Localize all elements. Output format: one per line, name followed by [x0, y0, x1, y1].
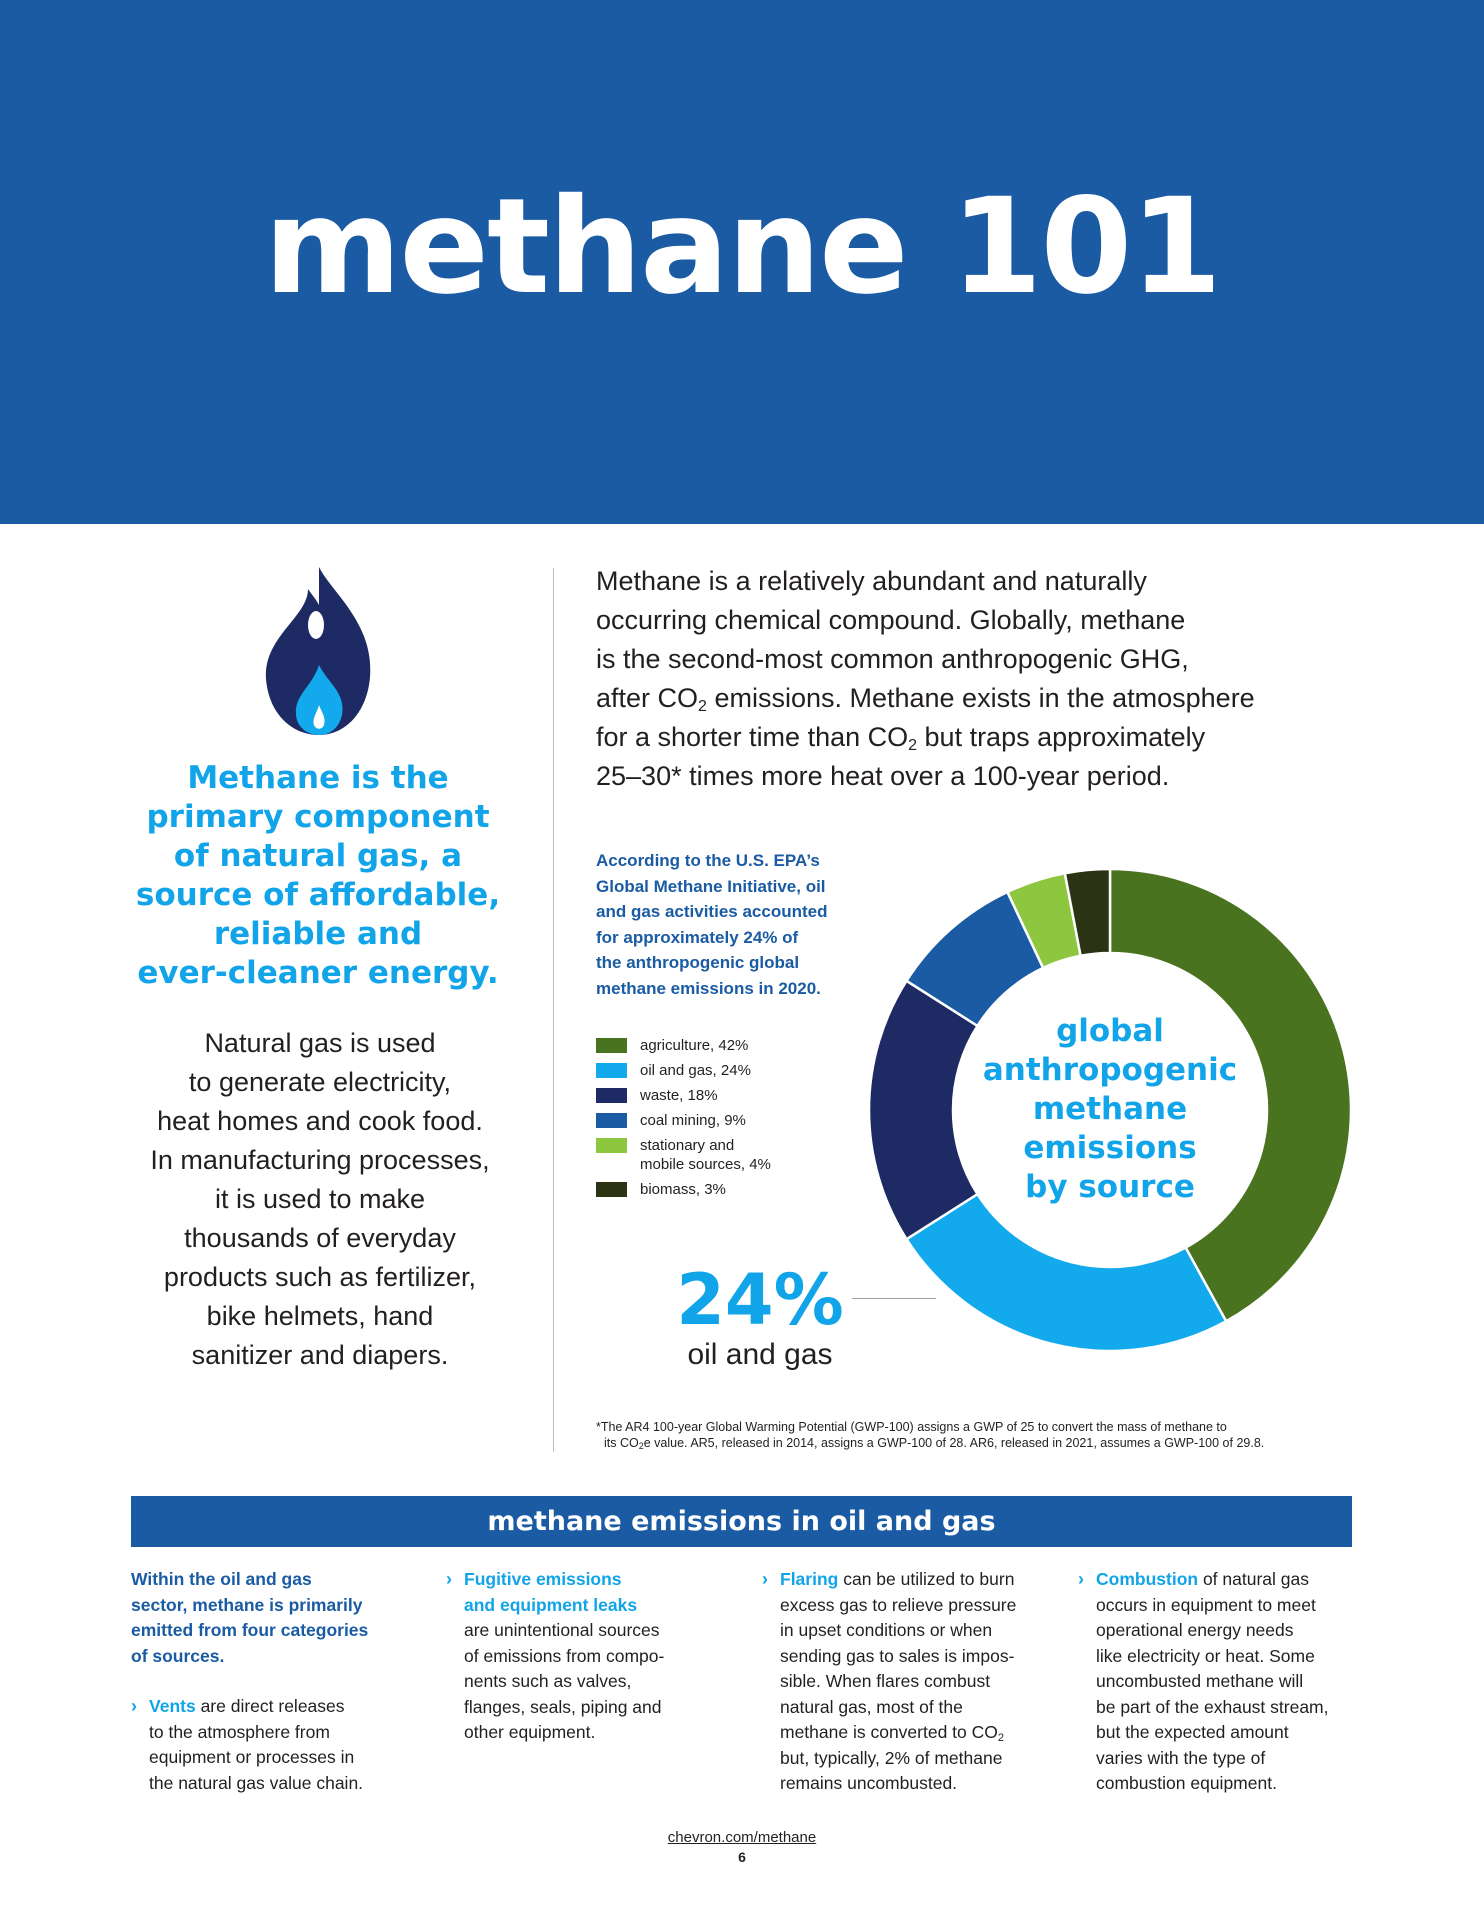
source-term: Fugitive emissions: [464, 1569, 622, 1589]
epa-line: the anthropogenic global: [596, 953, 800, 972]
column-line: flanges, seals, piping and: [464, 1696, 662, 1717]
lead-statement: [128, 759, 508, 993]
epa-line: Global Methane Initiative, oil: [596, 876, 826, 896]
column-line: be part of the exhaust stream,: [1096, 1696, 1329, 1717]
page-number: 6: [738, 1849, 746, 1865]
legend-label-line: stationary and: [640, 1137, 735, 1154]
lead-line: Methane is the: [187, 760, 449, 796]
column-line: are unintentional sources: [464, 1620, 660, 1640]
epa-line: According to the U.S. EPA’s: [596, 851, 820, 870]
column-line: natural gas, most of the: [780, 1696, 963, 1717]
body-line: Natural gas is used: [204, 1028, 436, 1058]
intro-text: emissions. Methane exists in the atmosphere: [706, 683, 1255, 713]
chevron-methane-link[interactable]: chevron.com/methane: [667, 1829, 817, 1846]
legend-swatch: [596, 1088, 627, 1103]
column-line: sible. When flares combust: [780, 1671, 991, 1691]
column-line: remains uncombusted.: [780, 1773, 958, 1793]
chevron-right-icon: ›: [446, 1569, 452, 1589]
callout-label: oil and gas: [687, 1338, 833, 1371]
column-divider: [553, 568, 554, 1452]
column-line: [1096, 1567, 1368, 1593]
lead-line: primary component: [146, 799, 490, 835]
lead-line: source of affordable,: [135, 877, 501, 913]
column-line: of emissions from compo-: [464, 1645, 665, 1666]
column-line: sector, methane is primarily: [131, 1594, 363, 1615]
legend-label-line: agriculture, 42%: [640, 1037, 749, 1054]
column-line: like electricity or heat. Some: [1096, 1645, 1315, 1666]
column-line: sending gas to sales is impos-: [780, 1645, 1015, 1666]
column-line: [780, 1567, 1052, 1593]
epa-line: methane emissions in 2020.: [596, 978, 821, 998]
subscript: 2: [997, 1732, 1005, 1744]
section-title: methane emissions in oil and gas: [487, 1506, 996, 1537]
footnote-line: *The AR4 100-year Global Warming Potential (GWP-100) assigns a GWP of 25 to convert the mass of methane to: [596, 1420, 1227, 1434]
source-item-vents: [131, 1694, 421, 1796]
source-item-combustion: [1078, 1567, 1368, 1797]
chart-title-line: anthropogenic: [982, 1052, 1238, 1088]
intro-paragraph: [596, 562, 1356, 796]
legend-item: [596, 1136, 816, 1174]
legend-item: [596, 1111, 816, 1130]
section-column-flaring: [762, 1567, 1052, 1797]
legend-swatch: [596, 1063, 627, 1078]
column-line: uncombusted methane will: [1096, 1671, 1304, 1691]
legend-label-line: waste, 18%: [640, 1087, 718, 1104]
column-text: methane is converted to CO: [780, 1722, 998, 1742]
intro-line: [596, 718, 1356, 757]
legend-label-line: oil and gas, 24%: [640, 1062, 751, 1079]
section-column-combustion: [1078, 1567, 1368, 1797]
intro-line: 25–30* times more heat over a 100-year period.: [596, 761, 1170, 791]
column-line: nents such as valves,: [464, 1671, 632, 1691]
epa-line: and gas activities accounted: [596, 902, 828, 921]
legend-label-line: biomass, 3%: [640, 1181, 726, 1198]
source-item-fugitive: [446, 1567, 736, 1746]
legend-swatch: [596, 1182, 627, 1197]
body-line: products such as fertilizer,: [163, 1262, 477, 1292]
flame-icon: [262, 565, 376, 737]
donut-slice-oil-and-gas: [907, 1194, 1227, 1351]
legend-label: [640, 1086, 816, 1105]
section-column-intro: [131, 1567, 421, 1796]
lead-line: of natural gas, a: [173, 838, 463, 874]
lead-line: reliable and: [213, 916, 423, 952]
body-line: bike helmets, hand: [206, 1301, 434, 1331]
body-line: it is used to make: [214, 1184, 426, 1214]
intro-line: is the second-most common anthropogenic GHG,: [596, 644, 1189, 674]
callout-leader-line: [852, 1298, 936, 1299]
legend-item: [596, 1036, 816, 1055]
intro-text: but traps approximately: [917, 722, 1206, 752]
chart-title-line: methane: [1032, 1091, 1188, 1127]
chart-title-line: emissions: [1023, 1130, 1197, 1166]
intro-line: [596, 679, 1356, 718]
legend-swatch: [596, 1138, 627, 1153]
page-title: methane 101: [263, 170, 1221, 324]
legend-item: [596, 1086, 816, 1105]
footnote-line: [596, 1435, 1356, 1451]
column-text: can be utilized to burn: [838, 1569, 1015, 1589]
legend-label: [640, 1136, 816, 1174]
source-item-flaring: [762, 1567, 1052, 1797]
column-line: equipment or processes in: [149, 1747, 355, 1767]
intro-line: occurring chemical compound. Globally, methane: [596, 605, 1186, 635]
section-header-bar: [131, 1496, 1352, 1547]
intro-text: for a shorter time than CO: [596, 722, 909, 752]
body-line: sanitizer and diapers.: [191, 1340, 449, 1370]
source-term: Flaring: [780, 1569, 839, 1589]
natural-gas-uses-text: [130, 1024, 510, 1375]
column-text: are direct releases: [195, 1696, 345, 1716]
legend-swatch: [596, 1038, 627, 1053]
subscript: 2: [908, 737, 918, 754]
epa-note: [596, 848, 886, 1001]
column-line: Within the oil and gas: [131, 1569, 312, 1589]
legend-item: [596, 1180, 816, 1199]
column-line: excess gas to relieve pressure: [780, 1594, 1017, 1615]
body-line: thousands of everyday: [184, 1223, 456, 1253]
column-line: other equipment.: [464, 1722, 596, 1742]
column-line: combustion equipment.: [1096, 1773, 1277, 1793]
column-intro: [131, 1567, 421, 1669]
column-line: varies with the type of: [1096, 1747, 1266, 1768]
legend-label: [640, 1061, 816, 1080]
callout-percentage: 24%: [676, 1259, 844, 1341]
chart-legend: [596, 1036, 816, 1205]
chart-center-title: [960, 1012, 1260, 1207]
legend-label: [640, 1036, 816, 1055]
column-line: the natural gas value chain.: [149, 1772, 364, 1793]
column-line: [780, 1720, 1052, 1746]
section-column-fugitive: [446, 1567, 736, 1746]
column-line: occurs in equipment to meet: [1096, 1594, 1316, 1615]
subscript: 2: [698, 698, 707, 715]
footnote-text: e value. AR5, released in 2014, assigns a GWP-100 of 28. AR6, released in 2021, assumes a GWP-100 of 29.8.: [643, 1436, 1265, 1450]
legend-label: [640, 1111, 816, 1130]
legend-label: [640, 1180, 816, 1199]
chevron-right-icon: ›: [762, 1569, 768, 1589]
intro-text: after CO: [596, 683, 699, 713]
source-term: and equipment leaks: [464, 1594, 638, 1615]
legend-item: [596, 1061, 816, 1080]
legend-swatch: [596, 1113, 627, 1128]
lead-line: ever-cleaner energy.: [137, 955, 499, 991]
body-line: to generate electricity,: [188, 1067, 452, 1097]
column-line: operational energy needs: [1096, 1620, 1294, 1640]
chart-title-line: global: [1056, 1013, 1164, 1049]
body-line: heat homes and cook food.: [157, 1106, 483, 1136]
column-line: emitted from four categories: [131, 1620, 369, 1640]
source-term: Vents: [149, 1696, 196, 1716]
legend-label-line: mobile sources, 4%: [640, 1156, 771, 1173]
intro-line: Methane is a relatively abundant and naturally: [596, 566, 1147, 596]
header-banner: [0, 0, 1484, 524]
column-line: but, typically, 2% of methane: [780, 1747, 1003, 1768]
gwp-footnote: [596, 1419, 1356, 1451]
epa-line: for approximately 24% of: [596, 927, 799, 947]
column-line: in upset conditions or when: [780, 1620, 993, 1640]
column-line: to the atmosphere from: [149, 1721, 330, 1742]
source-term: Combustion: [1096, 1569, 1199, 1589]
chart-title-line: by source: [1025, 1169, 1195, 1205]
column-line: but the expected amount: [1096, 1722, 1289, 1742]
body-line: In manufacturing processes,: [150, 1145, 490, 1175]
legend-label-line: coal mining, 9%: [640, 1112, 746, 1129]
chevron-right-icon: ›: [1078, 1569, 1084, 1589]
footnote-text: its CO: [604, 1436, 639, 1450]
column-line: of sources.: [131, 1645, 225, 1666]
subscript: 2: [638, 1441, 644, 1451]
column-line: [149, 1694, 421, 1720]
chevron-right-icon: ›: [131, 1696, 137, 1716]
column-text: of natural gas: [1198, 1569, 1309, 1589]
